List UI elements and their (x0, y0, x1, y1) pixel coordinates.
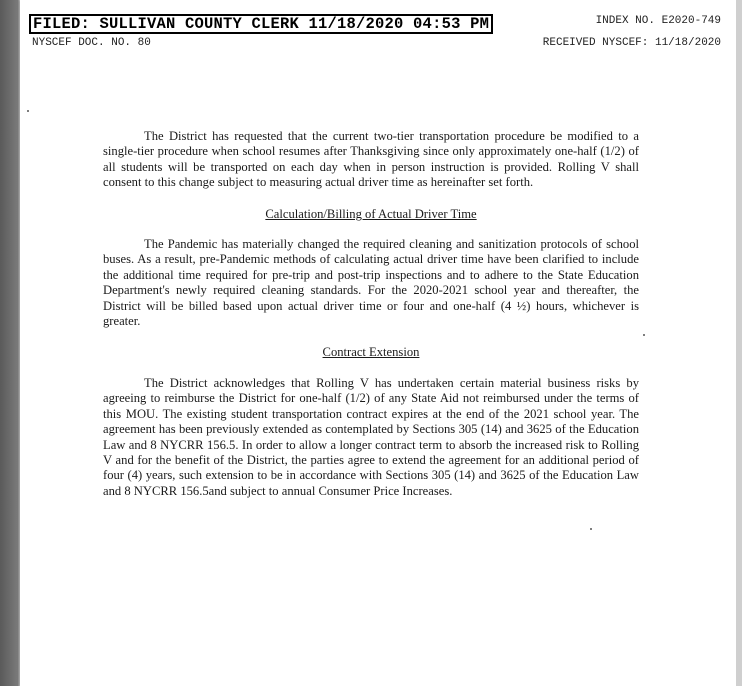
paragraph-tier-procedure: The District has requested that the current two-tier transportation procedure be modified to a single-tier procedure when school resumes after Thanksgiving since only approximately one-half (1/2) of all students will be transported on each day when in person instruction is provided. Rolling V shall consent to this change subject to measuring actual driver time as hereinafter set forth. (103, 129, 639, 190)
heading-contract-extension: Contract Extension (322, 345, 420, 359)
index-number: INDEX NO. E2020-749 (595, 15, 721, 27)
filed-stamp: FILED: SULLIVAN COUNTY CLERK 11/18/2020 04:53 PM (29, 14, 493, 34)
heading-driver-time: Calculation/Billing of Actual Driver Time (265, 207, 477, 221)
scan-speck (590, 528, 592, 530)
paragraph-contract-extension: The District acknowledges that Rolling V has undertaken certain material business risks by agreeing to reimburse the District for one-half (1/2) of any State Aid not reimbursed under the terms of this MOU. The existing student transportation contract expires at the end of the 2021 school year. The agreement has been previously extended as contemplated by Sections 305 (14) and 3625 of the Education Law and 8 NYCRR 156.5. In order to allow a longer contract term to absorb the increased risk to Rolling V and for the benefit of the District, the parties agree to extend the agreement for an additional period of four (4) years, such extension to be in accordance with Sections 305 (14) and 3625 of the Education Law and 8 NYCRR 156.5and subject to annual Consumer Price Increases. (103, 376, 639, 498)
scan-speck (27, 110, 29, 112)
scan-speck (643, 334, 645, 336)
paragraph-pandemic: The Pandemic has materially changed the required cleaning and sanitization protocols of school buses. As a result, pre-Pandemic methods of calculating actual driver time have been clarified to include the additional time required for pre-trip and post-trip inspections and to adhere to the State Education Department's newly required cleaning standards. For the 2020-2021 school year and thereafter, the District will be billed based upon actual driver time or four and one-half (4 ½) hours, whichever is greater. (103, 237, 639, 329)
document-page (20, 0, 736, 686)
nyscef-doc-number: NYSCEF DOC. NO. 80 (32, 37, 151, 49)
viewer-right-edge (736, 0, 742, 686)
received-date: RECEIVED NYSCEF: 11/18/2020 (542, 37, 721, 49)
